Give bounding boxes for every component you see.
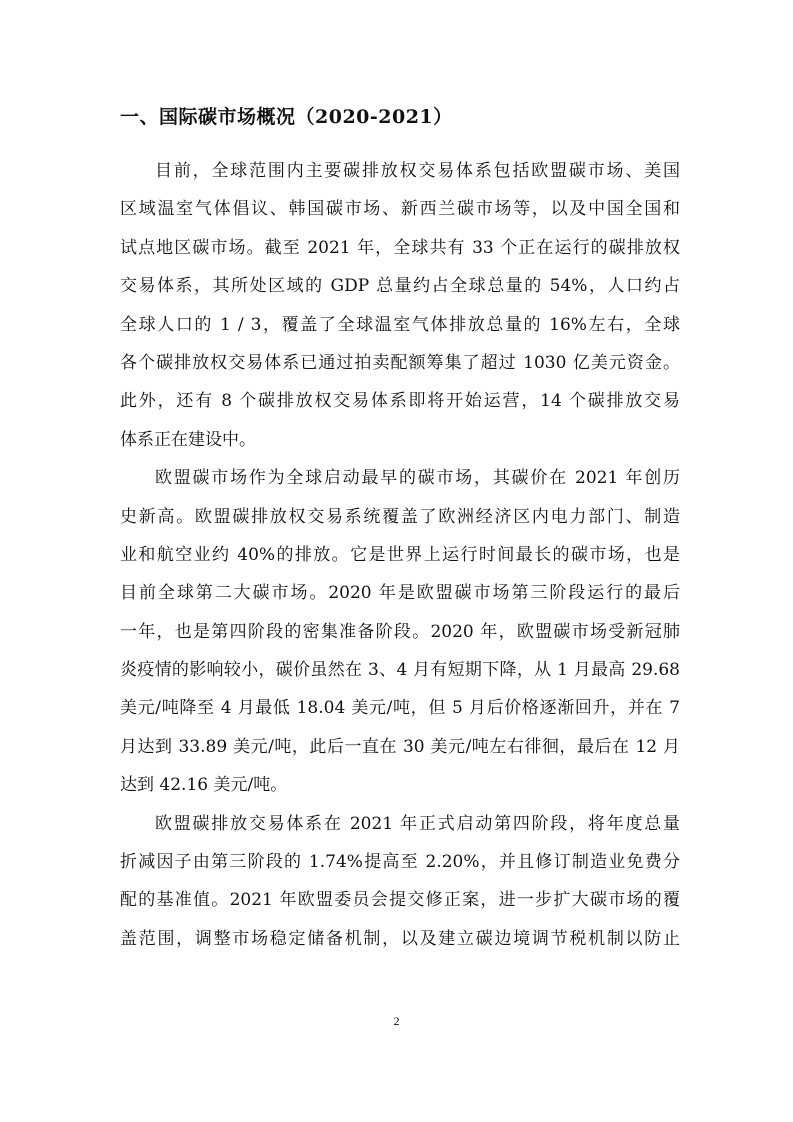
text-line: 各个碳排放权交易体系已通过拍卖配额筹集了超过 1030 亿美元资金。 [120, 352, 680, 373]
text-line: 目前全球第二大碳市场。2020 年是欧盟碳市场第三阶段运行的最后 [120, 583, 680, 604]
text-line: 试点地区碳市场。截至 2021 年，全球共有 33 个正在运行的碳排放权 [120, 237, 680, 258]
text-line: 美元/吨降至 4 月最低 18.04 美元/吨，但 5 月后价格逐渐回升，并在 7 [120, 698, 680, 719]
text-line: 欧盟碳排放交易体系在 2021 年正式启动第四阶段，将年度总量 [155, 813, 680, 834]
text-line: 体系正在建设中。 [120, 429, 256, 450]
paragraph-global-overview [120, 152, 680, 459]
text-line: 达到 42.16 美元/吨。 [120, 775, 288, 796]
text-line: 炎疫情的影响较小，碳价虽然在 3、4 月有短期下降，从 1 月最高 29.68 [120, 660, 680, 681]
text-line: 一年，也是第四阶段的密集准备阶段。2020 年，欧盟碳市场受新冠肺 [120, 621, 680, 642]
text-line: 配的基准值。2021 年欧盟委员会提交修正案，进一步扩大碳市场的覆 [120, 890, 680, 911]
text-line: 月达到 33.89 美元/吨，此后一直在 30 美元/吨左右徘徊，最后在 12 月 [120, 736, 680, 757]
text-line: 区域温室气体倡议、韩国碳市场、新西兰碳市场等，以及中国全国和 [120, 199, 680, 220]
text-line: 盖范围，调整市场稳定储备机制，以及建立碳边境调节税机制以防止 [120, 928, 680, 949]
text-line: 此外，还有 8 个碳排放权交易体系即将开始运营，14 个碳排放交易 [120, 391, 680, 412]
text-line: 史新高。欧盟碳排放权交易系统覆盖了欧洲经济区内电力部门、制造 [120, 506, 680, 527]
text-line: 业和航空业约 40%的排放。它是世界上运行时间最长的碳市场，也是 [120, 544, 680, 565]
paragraph-eu-phase-four [120, 805, 680, 959]
body-text [120, 152, 680, 958]
page-number: 2 [393, 1014, 400, 1028]
text-line: 全球人口的 1 / 3，覆盖了全球温室气体排放总量的 16%左右，全球 [120, 314, 680, 335]
section-heading: 一、国际碳市场概况（2020-2021） [120, 106, 453, 128]
text-line: 目前，全球范围内主要碳排放权交易体系包括欧盟碳市场、美国 [155, 161, 680, 181]
text-line: 交易体系，其所处区域的 GDP 总量约占全球总量的 54%，人口约占 [120, 276, 680, 297]
text-line: 折减因子由第三阶段的 1.74%提高至 2.20%，并且修订制造业免费分 [120, 852, 680, 873]
paragraph-eu-market [120, 459, 680, 805]
text-line: 欧盟碳市场作为全球启动最早的碳市场，其碳价在 2021 年创历 [155, 468, 680, 489]
